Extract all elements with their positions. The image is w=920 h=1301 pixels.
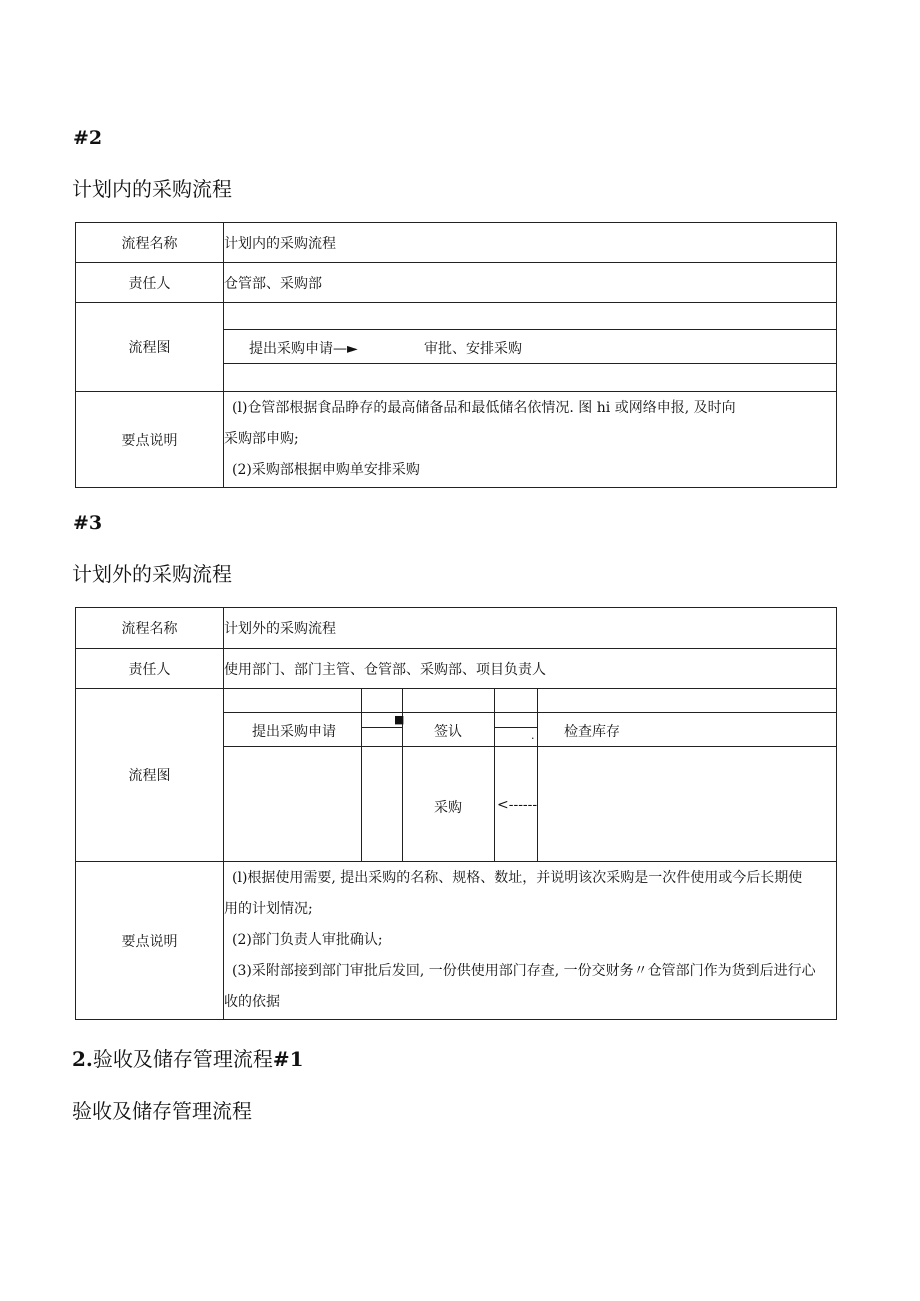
section-title: 计划外的采购流程 xyxy=(72,562,232,586)
chapter-number: 2. xyxy=(72,1047,93,1071)
table-row xyxy=(76,263,837,303)
flow-step-submit: 提出采购申请—► xyxy=(249,341,358,357)
flow-step-submit: 提出采购申请 xyxy=(252,724,336,740)
note-line: 采购部申购; xyxy=(224,431,299,447)
chapter-heading xyxy=(72,1043,304,1072)
divider xyxy=(494,689,495,861)
label-responsible: 责任人 xyxy=(76,263,224,303)
value-responsible: 仓管部、采购部 xyxy=(224,263,837,303)
table-row xyxy=(76,862,837,1020)
divider xyxy=(224,746,836,747)
table-row xyxy=(76,649,837,689)
key-points-cell xyxy=(224,392,837,488)
flow-step-approve: 审批、安排采购 xyxy=(424,341,522,357)
label-process-name: 流程名称 xyxy=(76,223,224,263)
chapter-heading-tag: #1 xyxy=(272,1047,304,1071)
label-responsible: 责任人 xyxy=(76,649,224,689)
section-number: #2 xyxy=(73,127,103,149)
note-line: (l)仓管部根据食品睁存的最高储备品和最低储名依情况. 图 hi 或网络申报, 及时向 xyxy=(232,400,736,416)
table-row xyxy=(76,689,837,862)
label-key-points: 要点说明 xyxy=(76,392,224,488)
label-flowchart: 流程图 xyxy=(76,303,224,392)
arrow-left: <------ xyxy=(497,797,538,813)
note-line: (2)采购部根据申购单安排采购 xyxy=(232,462,420,478)
divider xyxy=(361,727,403,728)
note-line: (2)部门负责人审批确认; xyxy=(232,932,383,948)
unplanned-procurement-table xyxy=(75,607,837,1020)
divider xyxy=(495,727,537,728)
table-row xyxy=(76,303,837,392)
note-line: (l)根据使用需要, 提出采购的名称、规格、数址，并说明该次采购是一次件使用或今后长期使 xyxy=(232,870,803,886)
table-row xyxy=(76,392,837,488)
label-key-points: 要点说明 xyxy=(76,862,224,1020)
chapter-heading-text: 验收及储存管理流程 xyxy=(92,1047,273,1071)
table-row xyxy=(76,608,837,649)
flow-step-check-stock: 检查库存 xyxy=(564,724,620,740)
value-process-name: 计划内的采购流程 xyxy=(224,223,837,263)
divider xyxy=(361,689,362,861)
label-flowchart: 流程图 xyxy=(76,689,224,862)
flowchart-cell xyxy=(224,689,837,862)
divider xyxy=(537,689,538,861)
table-row xyxy=(76,223,837,263)
note-line: 收的依据 xyxy=(224,994,280,1010)
value-responsible: 使用部门、部门主管、仓管部、采购部、项目负责人 xyxy=(224,649,837,689)
section-title: 计划内的采购流程 xyxy=(72,177,232,201)
divider xyxy=(224,712,836,713)
note-line: 用的计划情况; xyxy=(224,901,313,917)
planned-procurement-table xyxy=(75,222,837,488)
section-title: 验收及储存管理流程 xyxy=(72,1099,252,1123)
label-process-name: 流程名称 xyxy=(76,608,224,649)
flow-step-sign: 签认 xyxy=(434,724,462,740)
divider xyxy=(224,363,836,364)
divider xyxy=(224,329,836,330)
flowchart-cell xyxy=(224,303,837,392)
section-number: #3 xyxy=(73,512,103,534)
key-points-cell xyxy=(224,862,837,1020)
dot-marker: . xyxy=(531,729,535,742)
flow-step-purchase: 采购 xyxy=(434,800,462,816)
note-line: (3)采附部接到部门审批后发回, 一份供使用部门存查, 一份交财务〃仓管部门作为货到后进行心 xyxy=(232,963,816,979)
value-process-name: 计划外的采购流程 xyxy=(224,608,837,649)
square-marker: ■ xyxy=(394,713,405,726)
